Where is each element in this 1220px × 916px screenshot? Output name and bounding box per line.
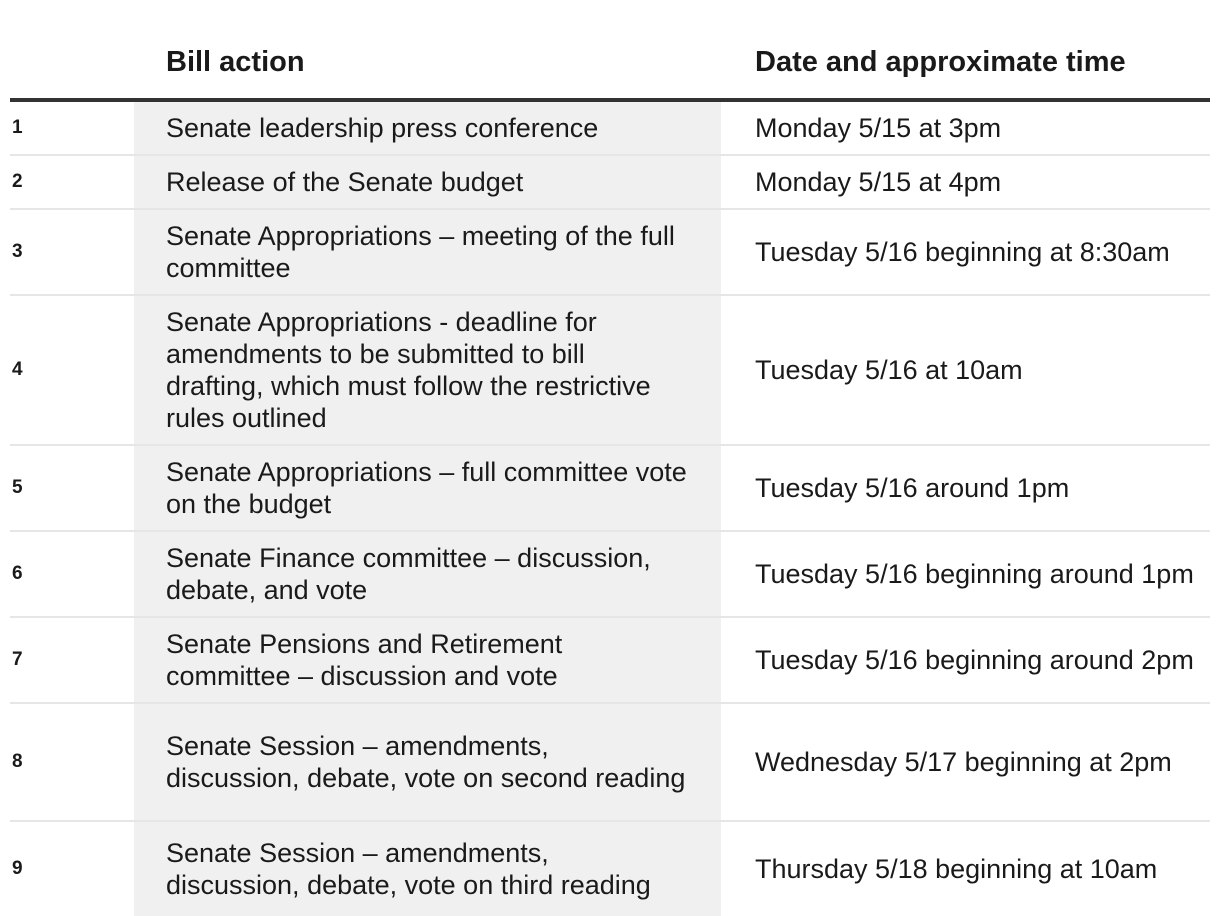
row-number: 3 xyxy=(12,241,23,262)
row-number: 5 xyxy=(12,477,23,498)
bill-action-cell: Senate Session – amendments, discussion, debate, vote on third reading xyxy=(134,822,721,916)
row-number: 8 xyxy=(12,751,23,772)
bill-action-cell: Release of the Senate budget xyxy=(134,156,721,208)
date-time-cell: Tuesday 5/16 beginning around 2pm xyxy=(755,645,1194,675)
bill-action-cell: Senate leadership press conference xyxy=(134,102,721,154)
date-time-cell: Tuesday 5/16 at 10am xyxy=(755,355,1023,385)
header-number xyxy=(10,0,134,98)
date-time-cell: Tuesday 5/16 beginning around 1pm xyxy=(755,559,1194,589)
header-date-time: Date and approximate time xyxy=(755,46,1126,78)
table-header xyxy=(10,0,1210,102)
date-time-cell: Monday 5/15 at 4pm xyxy=(755,167,1002,197)
date-time-cell: Monday 5/15 at 3pm xyxy=(755,113,1002,143)
bill-action-cell: Senate Pensions and Retirement committee – discussion and vote xyxy=(134,618,721,702)
row-number: 9 xyxy=(12,858,23,879)
date-time-cell: Wednesday 5/17 beginning at 2pm xyxy=(755,747,1172,777)
row-number: 2 xyxy=(12,171,23,192)
table-row xyxy=(10,296,1210,446)
row-number: 1 xyxy=(12,117,23,138)
table-row xyxy=(10,618,1210,704)
table-row xyxy=(10,822,1210,916)
table-row xyxy=(10,532,1210,618)
table-row xyxy=(10,210,1210,296)
schedule-table xyxy=(10,0,1210,916)
bill-action-cell: Senate Session – amendments, discussion, debate, vote on second reading xyxy=(134,704,721,820)
row-number: 7 xyxy=(12,649,23,670)
date-time-cell: Tuesday 5/16 around 1pm xyxy=(755,473,1070,503)
bill-action-cell: Senate Appropriations - deadline for amendments to be submitted to bill drafting, which must follow the restrictive rules outlined xyxy=(134,296,721,444)
bill-action-cell: Senate Finance committee – discussion, debate, and vote xyxy=(134,532,721,616)
bill-action-cell: Senate Appropriations – full committee vote on the budget xyxy=(134,446,721,530)
header-bill-action: Bill action xyxy=(166,46,305,78)
bill-action-cell: Senate Appropriations – meeting of the full committee xyxy=(134,210,721,294)
row-number: 6 xyxy=(12,563,23,584)
date-time-cell: Tuesday 5/16 beginning at 8:30am xyxy=(755,237,1170,267)
table-row xyxy=(10,102,1210,156)
table-row xyxy=(10,704,1210,822)
date-time-cell: Thursday 5/18 beginning at 10am xyxy=(755,854,1158,884)
table-row xyxy=(10,446,1210,532)
row-number: 4 xyxy=(12,359,23,380)
table-row xyxy=(10,156,1210,210)
